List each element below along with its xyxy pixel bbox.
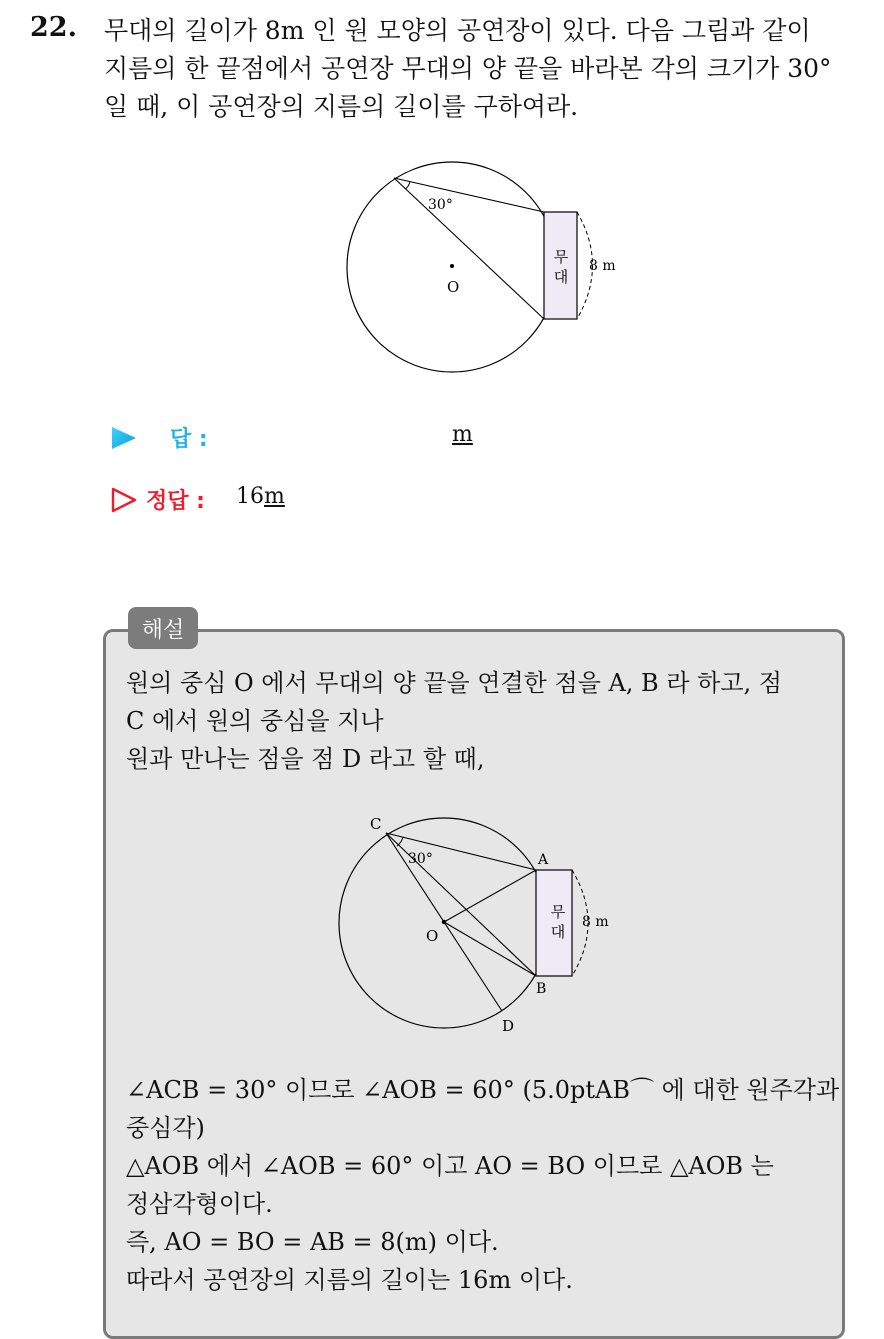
length-label: 8 m (582, 914, 609, 930)
question-text (104, 12, 864, 126)
solution-line-7: 정삼각형이다. (126, 1190, 273, 1218)
label-c: C (370, 815, 382, 833)
solution-line-3: 원과 만나는 점을 점 D 라고 할 때, (126, 745, 485, 773)
answer-label: 답 : (170, 427, 208, 452)
angle-label: 30° (408, 851, 433, 867)
angle-label: 30° (428, 197, 453, 213)
label-d: D (502, 1017, 515, 1035)
solution-line-6: △AOB 에서 ∠AOB = 60° 이고 AO = BO 이므로 △AOB 는 (126, 1152, 774, 1180)
solution-line-1: 원의 중심 O 에서 무대의 양 끝을 연결한 점을 A, B 라 하고, 점 (126, 669, 782, 697)
answer-unit: m (452, 422, 473, 447)
solution-tag: 해설 (128, 607, 198, 649)
angle-arc (406, 182, 410, 189)
solution-line-4: ∠ACB = 30° 이므로 ∠AOB = 60° (5.0ptAB⌒ 에 대한 원주각과 (126, 1076, 840, 1104)
stage-label-1: 무 (550, 903, 566, 921)
question-line-3: 일 때, 이 공연장의 지름의 길이를 구하여라. (104, 92, 579, 121)
play-icon (110, 424, 138, 452)
stage-label-2: 대 (550, 923, 566, 941)
correct-unit: m (264, 484, 285, 509)
answer-row (110, 420, 530, 456)
line-oa (444, 870, 536, 922)
solution-line-8: 즉, AO = BO = AB = 8(m) 이다. (126, 1228, 499, 1256)
correct-number: 16 (236, 484, 264, 509)
center-point (442, 920, 446, 924)
correct-label: 정답 : (146, 489, 205, 514)
question-number: 22. (30, 12, 77, 43)
outline-play-icon (110, 486, 138, 514)
solution-line-5: 중심각) (126, 1114, 205, 1142)
stage-label-1: 무 (553, 248, 569, 266)
solution-line-2: C 에서 원의 중심을 지나 (126, 707, 384, 735)
stage-label-2: 대 (553, 268, 569, 286)
solution-text-bottom (126, 1071, 840, 1299)
label-o: O (426, 927, 439, 945)
chord-bottom (394, 178, 544, 319)
correct-value (236, 484, 285, 509)
center-label: O (447, 278, 460, 296)
angle-arc (397, 837, 403, 846)
question-figure (330, 150, 616, 380)
chord-top (394, 178, 544, 212)
correct-answer-row (110, 482, 370, 518)
line-ob (444, 922, 536, 976)
solution-figure (320, 806, 620, 1046)
question-line-2: 지름의 한 끝점에서 공연장 무대의 양 끝을 바라본 각의 크기가 30° (104, 54, 832, 83)
center-point (450, 264, 454, 268)
label-a: A (538, 852, 549, 868)
solution-text-top (126, 664, 826, 778)
question-line-1: 무대의 길이가 8m 인 원 모양의 공연장이 있다. 다음 그림과 같이 (104, 16, 811, 45)
solution-line-9: 따라서 공연장의 지름의 길이는 16m 이다. (126, 1266, 573, 1294)
length-label: 8 m (589, 258, 616, 274)
label-b: B (536, 981, 547, 997)
